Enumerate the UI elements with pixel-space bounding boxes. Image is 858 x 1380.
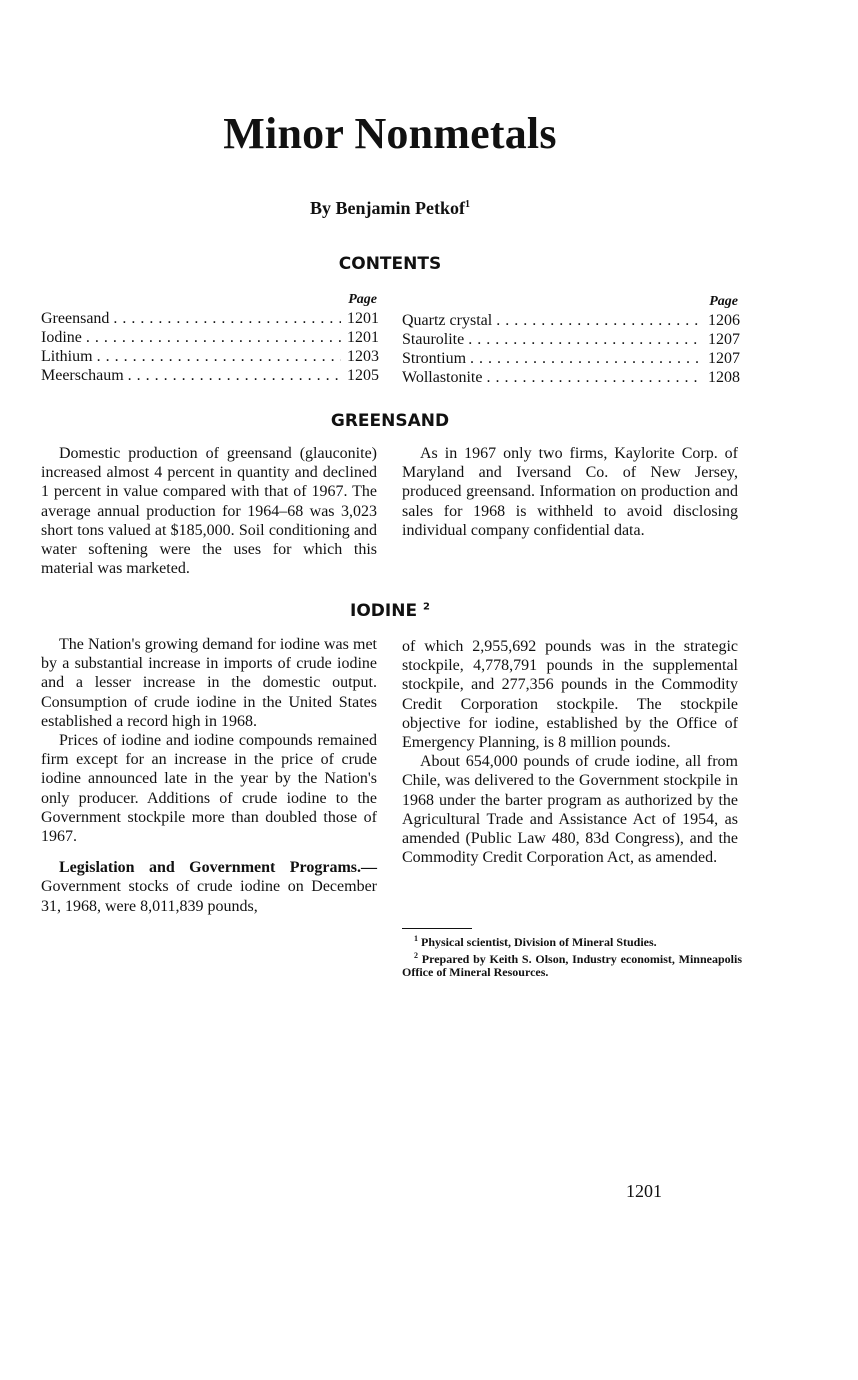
footnote-mark: 1 (414, 934, 418, 943)
iodine-paragraph-3-right: of which 2,955,692 pounds was in the strategic stockpile, 4,778,791 pounds in the supplemental stockpile, and 277,356 pounds in the Commodity Credit Corporation stockpile. The stockpile objective for iodine, established by the Office of Emergency Planning, is 8 million pounds. (402, 638, 738, 752)
iodine-paragraph-4: About 654,000 pounds of crude iodine, all from Chile, was delivered to the Government stockpile in 1968 under the barter program as authorized by the Agricultural Trade and Assistance Act of 1954, as amended (Public Law 480, 83d Congress), and the Commodity Credit Corporation Act, as amended. (402, 753, 738, 867)
iodine-column-left (41, 635, 377, 916)
author-name: By Benjamin Petkof (310, 198, 465, 218)
iodine-paragraph-2: Prices of iodine and iodine compounds remained firm except for an increase in the price of crude iodine announced late in the year by the Nation's only producer. Additions of crude iodine to the Government stockpile more than doubled those of 1967. (41, 732, 377, 846)
footnote-mark: 2 (414, 951, 418, 960)
leader-dots (113, 309, 341, 328)
iodine-heading-text: IODINE (350, 601, 418, 621)
contents-entry-name: Iodine (41, 329, 82, 346)
leader-dots (470, 349, 702, 368)
contents-entry-page: 1201 (347, 310, 379, 327)
footnote-text: Prepared by Keith S. Olson, Industry economist, Minneapolis Office of Mineral Resources. (402, 952, 742, 979)
contents-entry-name: Lithium (41, 348, 93, 365)
iodine-heading (0, 601, 780, 621)
contents-page-label: Page (348, 292, 377, 307)
iodine-paragraph-3-left: Government stocks of crude iodine on December 31, 1968, were 8,011,839 pounds, (41, 878, 377, 915)
greensand-heading: GREENSAND (330, 411, 450, 431)
contents-entry (41, 366, 379, 385)
contents-entry-page: 1208 (708, 369, 740, 386)
leader-dots (486, 368, 702, 387)
contents-entry-page: 1201 (347, 329, 379, 346)
leader-dots (128, 366, 341, 385)
contents-entry-name: Greensand (41, 310, 110, 327)
contents-entry (41, 309, 379, 328)
contents-entry-page: 1206 (708, 312, 740, 329)
author-line (0, 198, 780, 219)
page-number: 1201 (626, 1181, 662, 1201)
contents-entry (402, 368, 740, 387)
footnote-1 (402, 932, 742, 949)
contents-entry (402, 330, 740, 349)
greensand-paragraph-2: As in 1967 only two firms, Kaylorite Corp. of Maryland and Iversand Co. of New Jersey, produced greensand. Information on production and sales for 1968 is withheld to avoid disclosing individual company confidential data. (402, 445, 738, 539)
iodine-footnote-mark: 2 (423, 601, 430, 613)
contents-heading: CONTENTS (338, 254, 442, 274)
contents-entry (402, 349, 740, 368)
contents-entry-name: Wollastonite (402, 369, 483, 386)
greensand-column-right (402, 444, 738, 540)
contents-page-label: Page (709, 294, 738, 309)
leader-dots (97, 347, 341, 366)
contents-list-right (402, 292, 740, 387)
iodine-column-right (402, 637, 738, 867)
footnote-text: Physical scientist, Division of Mineral Studies. (421, 935, 657, 949)
contents-list-left (41, 290, 379, 385)
author-footnote-mark: 1 (465, 199, 470, 210)
iodine-paragraph-1: The Nation's growing demand for iodine was met by a substantial increase in imports of crude iodine and a lesser increase in the domestic output. Consumption of crude iodine in the United States established a record high in 1968. (41, 636, 377, 730)
contents-entry-name: Strontium (402, 350, 467, 367)
paragraph-spacer (41, 846, 377, 858)
leader-dots (496, 311, 702, 330)
chapter-title: Minor Nonmetals (223, 109, 557, 158)
iodine-subsection-paragraph (41, 858, 377, 916)
contents-entry-name: Staurolite (402, 331, 465, 348)
leader-dots (468, 330, 702, 349)
contents-entry-page: 1207 (708, 350, 740, 367)
contents-entry (41, 328, 379, 347)
leader-dots (86, 328, 341, 347)
contents-entry-name: Quartz crystal (402, 312, 493, 329)
contents-entry (402, 311, 740, 330)
footnote-2 (402, 949, 742, 979)
footnote-rule (402, 928, 472, 929)
contents-entry (41, 347, 379, 366)
footnotes (402, 932, 742, 979)
contents-entry-name: Meerschaum (41, 367, 124, 384)
contents-entry-page: 1207 (708, 331, 740, 348)
contents-entry-page: 1203 (347, 348, 379, 365)
contents-entry-page: 1205 (347, 367, 379, 384)
greensand-column-left (41, 444, 377, 578)
greensand-paragraph-1: Domestic production of greensand (glauconite) increased almost 4 percent in quantity and declined 1 percent in value compared with that of 1967. The average annual production for 1964–68 was 3,023 short tons valued at $185,000. Soil conditioning and water softening were the uses for which this material was marketed. (41, 445, 377, 578)
legislation-subheading: Legislation and Government Programs.— (59, 859, 377, 877)
